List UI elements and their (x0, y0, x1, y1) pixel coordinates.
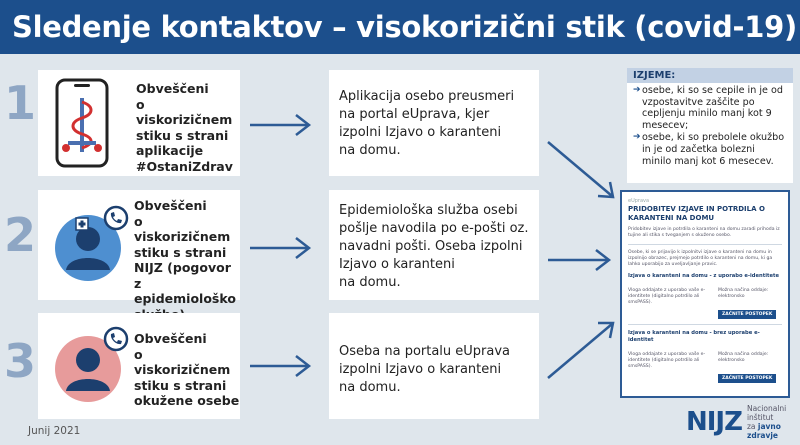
exceptions-box (627, 68, 793, 183)
doc-body: Osebe, ki se prijavijo k izpolnitvi izjave o karanteni na domu in izpolnijo obrazec, prejmejo potrdilo o karanteni na domu, ki ga lahko uporabijo za uveljavljanje pravic. (628, 250, 773, 267)
step-1-message-text: Aplikacija osebo preusmeri na portal eUprava, kjer izpolni Izjavo o karanteni na domu. (339, 89, 515, 158)
arrow-right-icon (250, 237, 312, 259)
doc-section-2-row (628, 347, 782, 383)
doc-section-2-text: Vloga oddajate z uporabo vaše e-identitete (digitalno potrdilo ali smsPASS). (628, 352, 706, 369)
doc-portal-label: eUprava (628, 198, 650, 204)
step-3-message-text: Oseba na portalu eUprava izpolni Izjavo o karanteni na domu. (339, 344, 511, 395)
step-3-source-text: Obveščeni o viskorizičnem stiku s strani okužene osebe (134, 331, 240, 408)
divider (628, 324, 782, 325)
arrow-right-icon (250, 355, 312, 377)
arrow-bullet-icon: ➔ (633, 132, 641, 143)
date-footer: Junij 2021 (28, 425, 81, 437)
step-3-message-card (329, 313, 539, 419)
step-1-message-card (329, 70, 539, 176)
list-item: ➔ osebe, ki so prebolele okužbo in je od začetka bolezni minilo manj kot 6 mesecev. (633, 132, 785, 167)
logo-text: Nacionalni inštitut za javno zdravje (746, 404, 787, 440)
step-1-source-card (38, 70, 240, 176)
arrow-right-icon (546, 318, 618, 380)
logo-mark: NIJZ (686, 407, 742, 437)
page-title: Sledenje kontaktov – visokorizični stik (covid-19) (0, 0, 800, 54)
step-1-source-text: Obveščeni o viskorizičnem stiku s strani aplikacije #OstaniZdrav (136, 81, 233, 174)
nijz-call-icon (54, 204, 134, 284)
doc-section-2: Izjava o karanteni na domu - brez uporabe e-identitet (628, 330, 760, 343)
doc-section-1-side: Možna načina oddaje: elektronsko (718, 288, 769, 299)
step-number-2: 2 (4, 208, 37, 262)
step-2-message-card (329, 190, 539, 300)
divider (628, 244, 782, 245)
phone-app-icon (54, 78, 110, 168)
start-procedure-button[interactable]: ZAČNITE POSTOPEK (718, 374, 776, 383)
exceptions-list (627, 83, 793, 167)
infected-person-call-icon (54, 325, 134, 405)
arrow-right-icon (548, 249, 612, 271)
exceptions-title: IZJEME: (627, 68, 793, 83)
doc-intro: Pridobitev izjave in potrdila o karanteni na domu zaradi prihoda iz tujine ali stika s tveganjem s okuženo osebo. (628, 227, 780, 238)
step-2-source-card (38, 190, 240, 306)
step-2-source-text: Obveščeni o viskorizičnem stiku s strani NIJZ (pogovor z epidemiološko (134, 198, 236, 306)
doc-title: PRIDOBITEV IZJAVE IN POTRDILA O KARANTENI NA DOMU (628, 205, 765, 222)
arrow-right-icon (250, 114, 312, 136)
quarantine-form-preview (620, 190, 790, 398)
step-2-message-text: Epidemiološka služba osebi pošlje navodila po e-pošti oz. navadni pošti. Oseba izpolni Izjavo o karanteni na domu. (339, 203, 529, 290)
step-number-3: 3 (4, 334, 37, 388)
start-procedure-button[interactable]: ZAČNITE POSTOPEK (718, 310, 776, 319)
step-3-source-card (38, 313, 240, 419)
doc-section-2-side: Možna načina oddaje: elektronsko (718, 352, 769, 363)
arrow-bullet-icon: ➔ (633, 85, 641, 95)
list-item: ➔ osebe, ki so se cepile in je od vzpostavitve zaščite po cepljenju minilo manj kot 9 mesecev; (633, 85, 783, 131)
doc-section-1-row (628, 283, 782, 319)
nijz-logo (686, 404, 800, 440)
arrow-right-icon (546, 140, 618, 202)
step-number-1: 1 (4, 76, 37, 130)
doc-section-1: Izjava o karanteni na domu - z uporabo e-identitete (628, 273, 779, 279)
doc-section-1-text: Vloga oddajate z uporabo vaše e-identitete (digitalno potrdilo ali smsPASS). (628, 288, 706, 305)
